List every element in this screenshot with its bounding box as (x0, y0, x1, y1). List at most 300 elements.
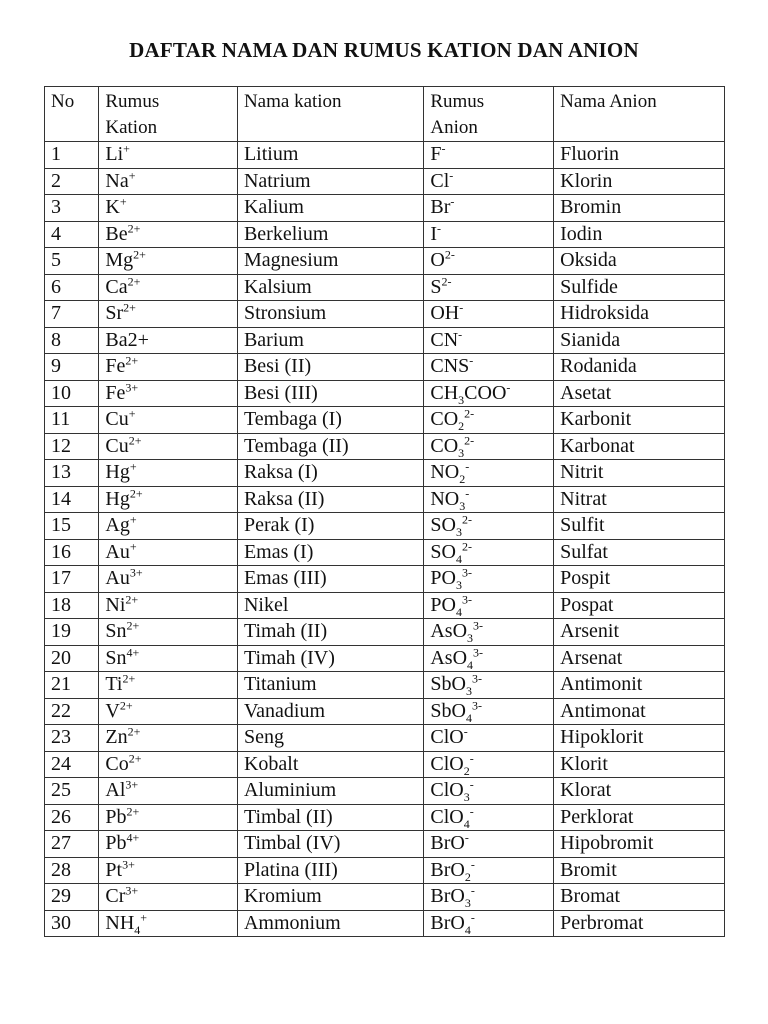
cell-rumus-anion-part: SO (430, 540, 456, 563)
cell-nama-anion: Asetat (554, 380, 725, 407)
cell-nama-kation: Besi (II) (237, 354, 423, 381)
cell-rumus-kation-part: Na (105, 169, 129, 192)
cell-rumus-anion (424, 910, 554, 937)
cell-rumus-anion-part: - (506, 379, 511, 394)
cell-nama-kation: Kalium (237, 195, 423, 222)
cell-rumus-anion-part: 2 (463, 763, 470, 778)
cell-nama-anion: Klorit (554, 751, 725, 778)
cell-nama-anion: Sulfit (554, 513, 725, 540)
cell-rumus-kation-part: + (129, 538, 137, 553)
cell-rumus-anion (424, 354, 554, 381)
cell-rumus-kation-part: 2+ (127, 273, 141, 288)
cell-rumus-kation-part: Li (105, 143, 124, 165)
cell-no: 24 (45, 751, 99, 778)
table-row (45, 539, 725, 566)
table-row (45, 433, 725, 460)
cell-rumus-kation-part: 2+ (123, 300, 136, 315)
cell-rumus-anion-part: 3 (467, 631, 474, 645)
cell-no: 22 (45, 698, 99, 725)
cell-rumus-anion-part: F (430, 143, 442, 165)
cell-rumus-kation (99, 884, 238, 911)
cell-rumus-anion (424, 804, 554, 831)
cell-no: 10 (45, 380, 99, 407)
cell-nama-kation: Kobalt (237, 751, 423, 778)
cell-nama-anion: Nitrat (554, 486, 725, 513)
cell-nama-anion: Antimonat (554, 698, 725, 725)
cell-no: 7 (45, 301, 99, 328)
cell-rumus-kation (99, 725, 238, 752)
table-row (45, 804, 725, 831)
cell-rumus-kation-part: Al (105, 779, 126, 801)
cell-nama-kation: Platina (III) (237, 857, 423, 884)
cell-rumus-anion-part: BrO (430, 832, 465, 854)
table-row (45, 513, 725, 540)
table-row (45, 725, 725, 752)
cell-rumus-kation-part: Fe (105, 355, 126, 377)
cell-rumus-anion-part: BrO (430, 858, 465, 881)
cell-rumus-anion-part: - (459, 300, 464, 315)
cell-rumus-anion-part: AsO (430, 620, 468, 642)
cell-rumus-anion-part: CO (430, 408, 459, 430)
cell-rumus-kation-part: 2+ (128, 432, 142, 447)
cell-rumus-anion (424, 407, 554, 434)
cell-rumus-anion (424, 221, 554, 248)
cell-rumus-kation-part: Ni (105, 593, 126, 616)
cell-rumus-anion-part: 2 (459, 472, 466, 486)
cell-rumus-anion-part: CNS (430, 355, 470, 377)
table-row (45, 460, 725, 487)
cell-rumus-kation (99, 274, 238, 301)
cell-rumus-kation-part: 3+ (129, 565, 143, 580)
cell-rumus-kation-part: Fe (105, 381, 126, 404)
cell-rumus-kation-part: 2+ (122, 671, 136, 686)
cell-rumus-kation-part: V (105, 699, 120, 722)
table-row (45, 592, 725, 619)
cell-rumus-anion-part: 2- (464, 432, 475, 447)
cell-rumus-anion (424, 672, 554, 699)
cell-rumus-anion-part: - (464, 830, 469, 845)
cell-rumus-anion (424, 831, 554, 858)
cell-rumus-anion (424, 513, 554, 540)
cell-nama-anion: Arsenat (554, 645, 725, 672)
cell-rumus-anion-part: SbO (430, 699, 466, 722)
table-row (45, 168, 725, 195)
cell-rumus-anion-part: COO (464, 381, 507, 404)
cell-rumus-kation-part: 2+ (129, 485, 143, 500)
cell-rumus-anion-part: - (441, 141, 446, 156)
cell-rumus-anion-part: - (469, 750, 474, 765)
cell-nama-anion: Karbonat (554, 433, 725, 460)
cell-rumus-anion (424, 195, 554, 222)
cell-rumus-kation (99, 168, 238, 195)
cell-rumus-anion-part: ClO (430, 752, 464, 775)
cell-nama-kation: Kalsium (237, 274, 423, 301)
cell-no: 27 (45, 831, 99, 858)
cell-rumus-kation (99, 301, 238, 328)
cell-rumus-anion-part: 3- (471, 697, 482, 712)
cell-rumus-kation (99, 539, 238, 566)
table-row (45, 407, 725, 434)
cell-rumus-anion-part: 2- (461, 512, 472, 527)
cell-no: 9 (45, 354, 99, 381)
cell-rumus-anion (424, 566, 554, 593)
cell-nama-anion: Hipoklorit (554, 725, 725, 752)
cell-rumus-kation-part: Cu (105, 408, 129, 430)
cell-no: 17 (45, 566, 99, 593)
cell-nama-kation: Barium (237, 327, 423, 354)
cell-nama-anion: Sulfide (554, 274, 725, 301)
header-rumus-kation (99, 87, 238, 142)
cell-no: 16 (45, 539, 99, 566)
cell-rumus-kation-part: 2+ (119, 697, 133, 712)
cell-rumus-kation-part: Ca (105, 275, 128, 298)
cell-rumus-anion-part: 4 (463, 816, 470, 831)
cell-rumus-anion-part: - (437, 220, 442, 235)
cell-no: 8 (45, 327, 99, 354)
page-title: DAFTAR NAMA DAN RUMUS KATION DAN ANION (129, 38, 639, 62)
cell-nama-kation: Aluminium (237, 778, 423, 805)
cell-rumus-anion-part: 3- (473, 618, 484, 633)
cell-rumus-anion (424, 884, 554, 911)
cell-no: 19 (45, 619, 99, 646)
cell-nama-anion: Klorat (554, 778, 725, 805)
cell-rumus-anion-part: 2 (464, 869, 471, 884)
cell-rumus-kation-part: Zn (105, 726, 128, 748)
cell-rumus-anion-part: CN (430, 328, 459, 351)
cell-nama-anion: Perbromat (554, 910, 725, 937)
cell-nama-anion: Antimonit (554, 672, 725, 699)
cell-rumus-kation-part: Mg (105, 249, 134, 271)
table-header-row (45, 87, 725, 142)
cell-rumus-anion-part: - (470, 909, 475, 924)
cell-nama-anion: Rodanida (554, 354, 725, 381)
cell-rumus-kation-part: 2+ (125, 591, 139, 606)
cell-rumus-anion-part: BrO (430, 911, 465, 934)
cell-rumus-anion-part: PO (430, 593, 456, 616)
table-row (45, 698, 725, 725)
cell-rumus-kation-part: 2+ (127, 724, 141, 739)
cell-rumus-anion-part: CH (430, 381, 459, 404)
cell-rumus-anion-part: I (430, 222, 438, 245)
cell-rumus-kation-part: Au (105, 567, 130, 589)
cell-no: 28 (45, 857, 99, 884)
cell-rumus-anion-part: NO (430, 487, 460, 510)
cell-nama-anion: Fluorin (554, 142, 725, 169)
cell-rumus-anion-part: 2- (441, 273, 452, 288)
cell-rumus-anion-part: 2- (461, 538, 472, 553)
cell-rumus-anion-part: ClO (430, 779, 464, 801)
cell-rumus-kation-part: Co (105, 752, 129, 775)
cell-rumus-kation (99, 619, 238, 646)
cell-nama-anion: Bromat (554, 884, 725, 911)
cell-rumus-kation-part: + (128, 167, 136, 182)
table-row (45, 751, 725, 778)
table-row (45, 619, 725, 646)
cell-nama-kation: Nikel (237, 592, 423, 619)
cell-rumus-anion-part: 3 (459, 498, 466, 513)
cell-rumus-kation-part: Be (105, 222, 128, 245)
cell-rumus-kation-part: 2+ (133, 247, 146, 262)
cell-nama-kation: Raksa (I) (237, 460, 423, 487)
cell-nama-anion: Pospit (554, 566, 725, 593)
cell-nama-kation: Berkelium (237, 221, 423, 248)
cell-rumus-kation (99, 857, 238, 884)
cell-rumus-kation-part: Pt (105, 858, 123, 881)
cell-nama-kation: Emas (I) (237, 539, 423, 566)
cell-no: 6 (45, 274, 99, 301)
table-row (45, 248, 725, 275)
cell-rumus-anion (424, 301, 554, 328)
cell-no: 5 (45, 248, 99, 275)
cell-nama-kation: Stronsium (237, 301, 423, 328)
cell-nama-kation: Tembaga (I) (237, 407, 423, 434)
cell-rumus-kation (99, 460, 238, 487)
cell-rumus-anion-part: 4 (455, 604, 462, 619)
cell-nama-kation: Tembaga (II) (237, 433, 423, 460)
cell-rumus-anion-part: - (469, 353, 474, 368)
cell-rumus-anion (424, 645, 554, 672)
cell-no: 26 (45, 804, 99, 831)
table-row (45, 831, 725, 858)
table-row (45, 486, 725, 513)
cell-rumus-anion-part: PO (430, 567, 456, 589)
cell-rumus-anion (424, 380, 554, 407)
header-rumus-kation-line1: Rumus (105, 91, 160, 112)
cell-rumus-anion (424, 619, 554, 646)
header-nama-anion: Nama Anion (554, 87, 725, 142)
cell-nama-anion: Bromin (554, 195, 725, 222)
cell-rumus-anion (424, 857, 554, 884)
table-row (45, 274, 725, 301)
cell-no: 20 (45, 645, 99, 672)
cell-rumus-kation-part: + (140, 909, 148, 924)
cell-rumus-kation (99, 592, 238, 619)
cell-nama-kation: Kromium (237, 884, 423, 911)
cell-rumus-kation-part: Sn (105, 646, 127, 669)
cell-nama-anion: Arsenit (554, 619, 725, 646)
cell-rumus-anion-part: 3- (461, 565, 472, 580)
cell-rumus-anion (424, 168, 554, 195)
cell-rumus-kation-part: 2+ (125, 353, 139, 368)
cell-nama-kation: Besi (III) (237, 380, 423, 407)
cell-rumus-kation (99, 698, 238, 725)
cell-rumus-kation-part: 3+ (125, 379, 139, 394)
cell-rumus-anion (424, 592, 554, 619)
cell-rumus-anion-part: 4 (464, 922, 471, 937)
table-row (45, 327, 725, 354)
cell-rumus-anion (424, 751, 554, 778)
cell-no: 30 (45, 910, 99, 937)
header-rumus-anion-line1: Rumus (430, 91, 485, 112)
cell-rumus-kation (99, 142, 238, 169)
cell-rumus-anion-part: - (465, 459, 470, 474)
cell-rumus-anion (424, 327, 554, 354)
cell-rumus-kation (99, 804, 238, 831)
cell-no: 18 (45, 592, 99, 619)
cell-rumus-kation-part: 2+ (127, 220, 141, 235)
cell-rumus-kation (99, 831, 238, 858)
cell-no: 23 (45, 725, 99, 752)
cell-nama-anion: Sulfat (554, 539, 725, 566)
cell-rumus-kation-part: 3+ (125, 777, 139, 792)
cell-no: 25 (45, 778, 99, 805)
cell-nama-anion: Klorin (554, 168, 725, 195)
header-rumus-anion-line2: Anion (430, 117, 478, 138)
cell-rumus-anion-part: CO (430, 434, 459, 457)
cell-rumus-kation-part: Pb (105, 832, 127, 854)
cell-no: 1 (45, 142, 99, 169)
cell-rumus-anion-part: ClO (430, 726, 464, 748)
table-body (45, 142, 725, 937)
cell-rumus-kation-part: Hg (105, 461, 130, 483)
cell-rumus-anion-part: 3 (465, 684, 472, 698)
header-no: No (45, 87, 99, 142)
cell-rumus-anion-part: - (470, 856, 475, 871)
cell-rumus-kation (99, 354, 238, 381)
cell-rumus-kation-part: Hg (105, 487, 130, 510)
cell-rumus-anion-part: 2- (444, 247, 455, 262)
cell-rumus-anion-part: AsO (430, 646, 468, 669)
cell-rumus-kation-part: K (105, 196, 120, 218)
cell-nama-anion: Oksida (554, 248, 725, 275)
table-row (45, 857, 725, 884)
cell-rumus-anion (424, 433, 554, 460)
header-rumus-kation-line2: Kation (105, 117, 158, 138)
cell-rumus-kation-part: 4+ (126, 830, 140, 845)
cell-nama-kation: Timbal (II) (237, 804, 423, 831)
table-row (45, 221, 725, 248)
cell-rumus-anion-part: - (465, 485, 470, 500)
cell-rumus-anion (424, 486, 554, 513)
cell-nama-kation: Emas (III) (237, 566, 423, 593)
cell-rumus-kation-part: Pb (105, 805, 127, 828)
cell-nama-anion: Perklorat (554, 804, 725, 831)
cell-no: 4 (45, 221, 99, 248)
cell-rumus-kation-part: 4+ (126, 644, 140, 659)
cell-rumus-kation (99, 327, 238, 354)
cell-rumus-anion-part: - (463, 724, 468, 739)
cell-rumus-anion-part: 4 (467, 657, 474, 672)
cell-rumus-kation-part: + (123, 141, 130, 156)
cell-rumus-anion (424, 778, 554, 805)
cell-nama-kation: Litium (237, 142, 423, 169)
table-row (45, 672, 725, 699)
cell-rumus-kation-part: Sr (105, 302, 124, 324)
table-row (45, 354, 725, 381)
cell-nama-kation: Ammonium (237, 910, 423, 937)
cell-rumus-anion-part: - (469, 777, 474, 792)
cell-rumus-kation-part: Ti (105, 673, 123, 695)
cell-nama-kation: Seng (237, 725, 423, 752)
cell-nama-kation: Titanium (237, 672, 423, 699)
cell-rumus-anion (424, 725, 554, 752)
cell-rumus-anion-part: 3 (464, 896, 471, 910)
cell-rumus-kation-part: + (129, 512, 137, 527)
cell-rumus-kation-part: 2+ (126, 803, 140, 818)
cell-nama-kation: Vanadium (237, 698, 423, 725)
table-row (45, 566, 725, 593)
cell-nama-anion: Hidroksida (554, 301, 725, 328)
cell-rumus-anion (424, 698, 554, 725)
cell-no: 12 (45, 433, 99, 460)
cell-nama-kation: Raksa (II) (237, 486, 423, 513)
cell-nama-anion: Hipobromit (554, 831, 725, 858)
cell-rumus-kation (99, 433, 238, 460)
cell-rumus-kation-part: 2+ (128, 750, 142, 765)
header-rumus-anion (424, 87, 554, 142)
cell-rumus-anion-part: NO (430, 461, 460, 483)
cell-nama-kation: Magnesium (237, 248, 423, 275)
cell-no: 15 (45, 513, 99, 540)
cell-rumus-kation (99, 751, 238, 778)
cell-rumus-anion-part: 2 (458, 419, 465, 433)
cell-rumus-anion-part: S (430, 275, 442, 298)
cell-rumus-kation-part: + (129, 459, 137, 474)
cell-nama-kation: Natrium (237, 168, 423, 195)
cell-rumus-anion-part: 4 (465, 710, 472, 725)
cell-no: 13 (45, 460, 99, 487)
cell-nama-kation: Timbal (IV) (237, 831, 423, 858)
cell-no: 3 (45, 195, 99, 222)
cell-rumus-kation (99, 513, 238, 540)
cell-nama-anion: Karbonit (554, 407, 725, 434)
cell-rumus-kation (99, 248, 238, 275)
cell-rumus-kation-part: NH (105, 911, 135, 934)
cell-rumus-anion-part: 3- (473, 644, 484, 659)
cell-no: 14 (45, 486, 99, 513)
cell-rumus-anion-part: 3 (458, 392, 465, 407)
cell-nama-kation: Perak (I) (237, 513, 423, 540)
cell-rumus-kation-part: Au (105, 540, 130, 563)
cell-rumus-kation (99, 195, 238, 222)
cell-rumus-anion-part: - (450, 194, 455, 209)
cell-rumus-anion (424, 539, 554, 566)
cell-rumus-kation-part: Ba2+ (105, 328, 149, 351)
cell-rumus-anion-part: ClO (430, 805, 464, 828)
cell-rumus-anion-part: SO (430, 514, 456, 536)
cell-rumus-kation-part: + (128, 406, 136, 421)
cell-no: 2 (45, 168, 99, 195)
cell-rumus-kation (99, 380, 238, 407)
cell-rumus-anion (424, 274, 554, 301)
cell-rumus-anion-part: Br (430, 196, 451, 218)
cell-rumus-kation (99, 221, 238, 248)
cell-nama-anion: Pospat (554, 592, 725, 619)
cell-rumus-anion-part: OH (430, 302, 460, 324)
table-row (45, 380, 725, 407)
cell-nama-anion: Nitrit (554, 460, 725, 487)
table-row (45, 301, 725, 328)
cell-rumus-anion-part: 4 (455, 551, 462, 566)
cell-rumus-anion-part: BrO (430, 885, 465, 907)
cell-rumus-anion-part: 3- (461, 591, 472, 606)
table-row (45, 778, 725, 805)
cell-nama-kation: Timah (II) (237, 619, 423, 646)
cell-rumus-anion-part: 3 (458, 445, 465, 460)
cell-nama-anion: Iodin (554, 221, 725, 248)
cell-rumus-kation (99, 910, 238, 937)
cell-rumus-kation-part: Ag (105, 514, 130, 536)
cell-rumus-anion-part: 3 (463, 790, 470, 804)
cell-rumus-kation (99, 407, 238, 434)
cell-no: 11 (45, 407, 99, 434)
cell-rumus-kation (99, 672, 238, 699)
cell-rumus-anion-part: - (449, 167, 454, 182)
cell-rumus-anion-part: - (469, 803, 474, 818)
cell-rumus-anion-part: 3 (455, 525, 462, 539)
cell-rumus-kation-part: 3+ (122, 856, 135, 871)
header-nama-kation: Nama kation (237, 87, 423, 142)
